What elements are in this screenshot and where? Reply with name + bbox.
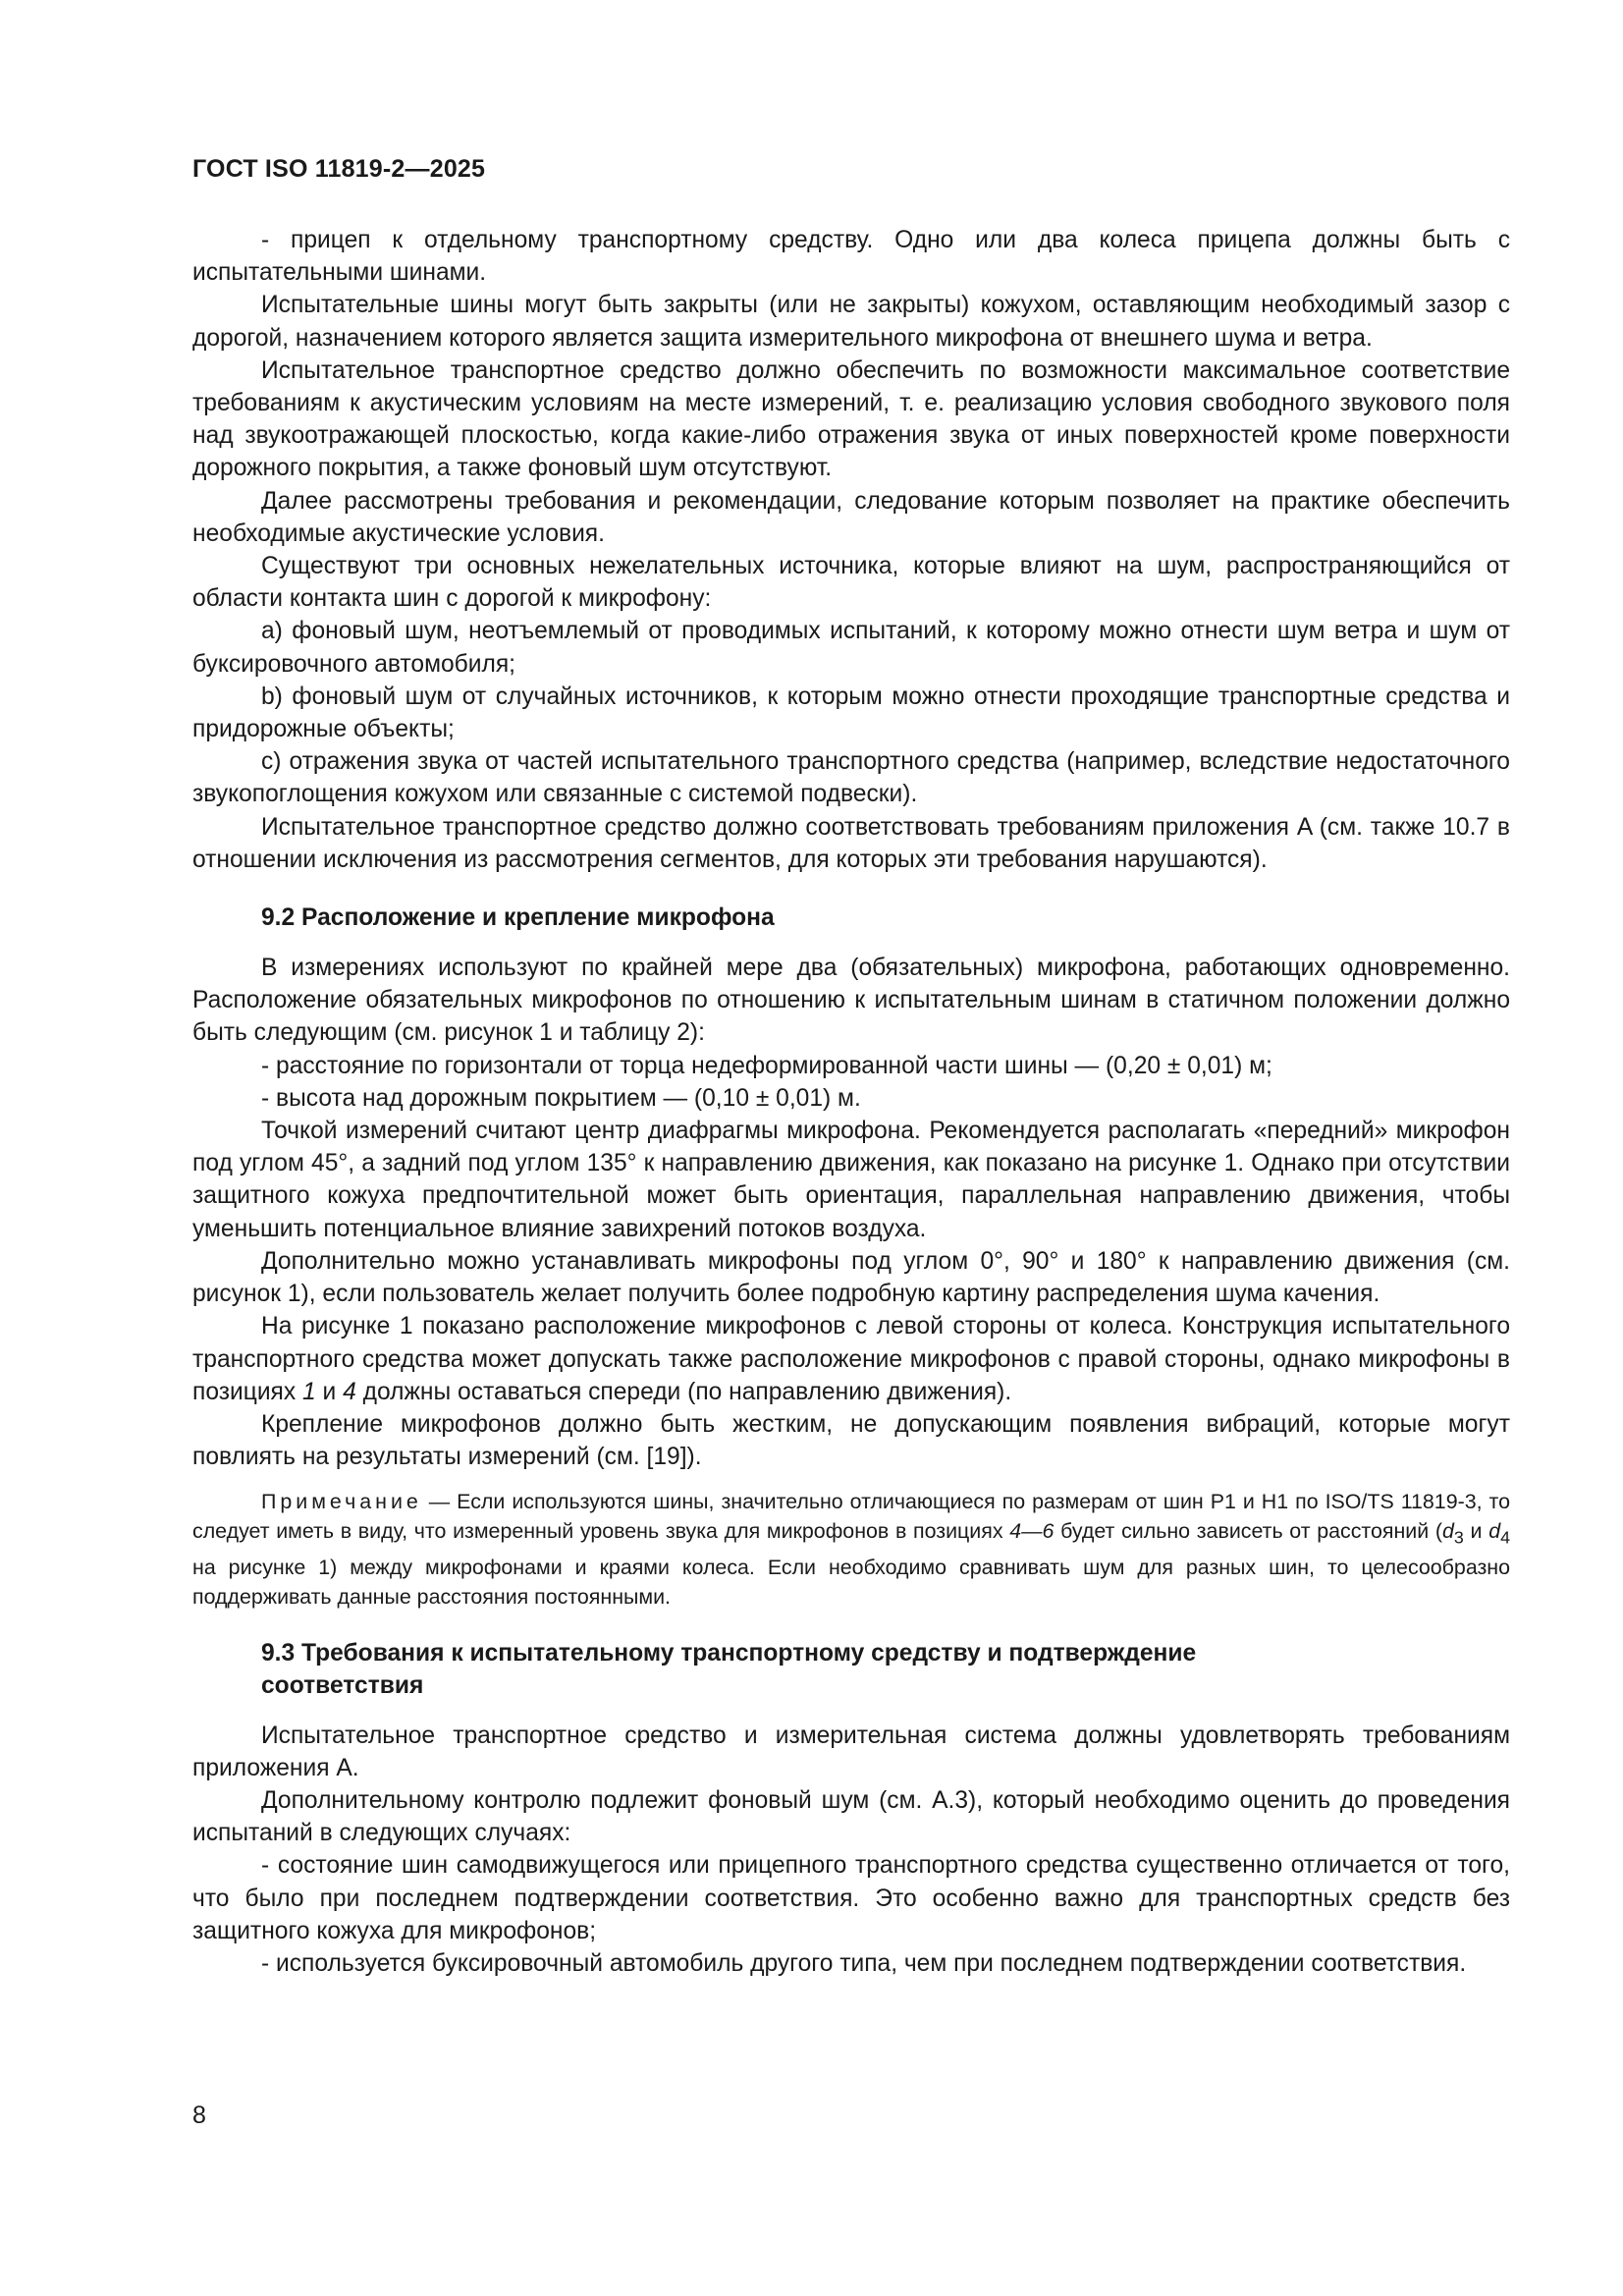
list-item: - расстояние по горизонтали от торца недеформированной части шины — (0,20 ± 0,01) м; xyxy=(261,1052,1272,1079)
paragraph: Далее рассмотрены требования и рекомендации, следование которым позволяет на практике обеспечить необходимые акустические условия. xyxy=(192,487,1510,547)
paragraph: Крепление микрофонов должно быть жестким, не допускающим появления вибраций, которые могут повлиять на результаты измерений (см. [19]). xyxy=(192,1410,1510,1471)
text-run: должны оставаться спереди (по направлению движения). xyxy=(355,1378,1012,1405)
paragraph: Испытательные шины могут быть закрыты (или не закрыты) кожухом, оставляющим необходимый зазор с дорогой, назначением которого является защита измерительного микрофона от внешнего шума и ветра. xyxy=(192,292,1510,352)
list-item: - используется буксировочный автомобиль другого типа, чем при последнем подтверждении соответствия. xyxy=(261,1950,1467,1978)
symbol-d: d xyxy=(1488,1519,1501,1544)
text-run: и xyxy=(315,1378,344,1405)
text-run: и xyxy=(1463,1519,1489,1544)
paragraph: Дополнительно можно устанавливать микрофоны под углом 0°, 90° и 180° к направлению движения (см. рисунок 1), если пользователь желает получить более подробную картину распределения шума качения. xyxy=(192,1247,1510,1308)
list-item: a) фоновый шум, неотъемлемый от проводимых испытаний, к которому можно отнести шум ветра и шум от буксировочного автомобиля; xyxy=(192,618,1510,678)
position-number: 4 xyxy=(343,1378,356,1405)
paragraph: В измерениях используют по крайней мере два (обязательных) микрофона, работающих одновременно. Расположение обязательных микрофонов по отношению к испытательным шинам в статичном положении должно быть следующим (см. рисунок 1 и таблицу 2): xyxy=(192,955,1510,1047)
paragraph xyxy=(192,1310,1510,1408)
document-header: ГОСТ ISO 11819-2—2025 xyxy=(192,155,486,183)
paragraph: Испытательное транспортное средство и измерительная система должны удовлетворять требованиям приложения A. xyxy=(192,1722,1510,1781)
subscript: 3 xyxy=(1453,1527,1464,1548)
section-heading-9-2: 9.2 Расположение и крепление микрофона xyxy=(261,904,775,932)
text-run: На рисунке 1 показано расположение микрофонов с левой стороны от колеса. Конструкция испытательного транспортного средства может допускать также расположение микрофонов с правой стороны, однако микрофоны в позициях xyxy=(192,1313,1510,1405)
list-item: c) отражения звука от частей испытательного транспортного средства (например, вследствие недостаточного звукопоглощения кожухом или связанные с системой подвески). xyxy=(192,748,1510,808)
position-number: 1 xyxy=(302,1378,316,1405)
note-label: Примечание xyxy=(261,1490,422,1514)
text-run: будет сильно зависеть от расстояний ( xyxy=(1054,1519,1442,1544)
section-heading-9-3: 9.3 Требования к испытательному транспортному средству и подтверждение соответствия xyxy=(261,1639,1197,1699)
subscript: 4 xyxy=(1500,1527,1511,1548)
paragraph: Дополнительному контролю подлежит фоновый шум (см. A.3), который необходимо оценить до проведения испытаний в следующих случаях: xyxy=(192,1787,1510,1847)
position-range: 4—6 xyxy=(1009,1519,1055,1544)
page-body xyxy=(192,224,1510,1980)
list-item: b) фоновый шум от случайных источников, к которым можно отнести проходящие транспортные средства и придорожные объекты; xyxy=(192,683,1510,743)
paragraph: Испытательное транспортное средство должно обеспечить по возможности максимальное соответствие требованиям к акустическим условиям на месте измерений, т. е. реализацию условия свободного звукового поля над звукоотражающей плоскостью, когда какие-либо отражения звука от иных поверхностей кроме поверхности дорожного покрытия, а также фоновый шум отсутствуют. xyxy=(192,356,1510,482)
text-run: — Если используются шины, значительно отличающиеся по размерам от шин P1 и H1 по ISO/TS 11819-3, то следует иметь в виду, что измеренный уровень звука для микрофонов в позициях xyxy=(192,1490,1510,1544)
paragraph: - прицеп к отдельному транспортному средству. Одно или два колеса прицепа должны быть с испытательными шинами. xyxy=(192,227,1510,287)
list-item: - высота над дорожным покрытием — (0,10 ± 0,01) м. xyxy=(261,1084,861,1112)
list-item: - состояние шин самодвижущегося или прицепного транспортного средства существенно отличается от того, что было при последнем подтверждении соответствия. Это особенно важно для транспортных средств без защитного кожуха для микрофонов; xyxy=(192,1852,1510,1944)
paragraph: Точкой измерений считают центр диафрагмы микрофона. Рекомендуется располагать «передний» микрофон под углом 45°, а задний под углом 135° к направлению движения, как показано на рисунке 1. Однако при отсутствии защитного кожуха предпочтительной может быть ориентация, параллельная направлению движения, чтобы уменьшить потенциальное влияние завихрений потоков воздуха. xyxy=(192,1118,1510,1242)
paragraph: Испытательное транспортное средство должно соответствовать требованиям приложения A (см. также 10.7 в отношении исключения из рассмотрения сегментов, для которых эти требования нарушаются). xyxy=(192,813,1510,873)
symbol-d: d xyxy=(1441,1519,1454,1544)
paragraph: Существуют три основных нежелательных источника, которые влияют на шум, распространяющийся от области контакта шин с дорогой к микрофону: xyxy=(192,553,1510,613)
text-run: на рисунке 1) между микрофонами и краями колеса. Если необходимо сравнивать шум для разных шин, то целесообразно поддерживать данные расстояния постоянными. xyxy=(192,1555,1510,1609)
page-number: 8 xyxy=(192,2102,206,2129)
note xyxy=(192,1487,1510,1611)
